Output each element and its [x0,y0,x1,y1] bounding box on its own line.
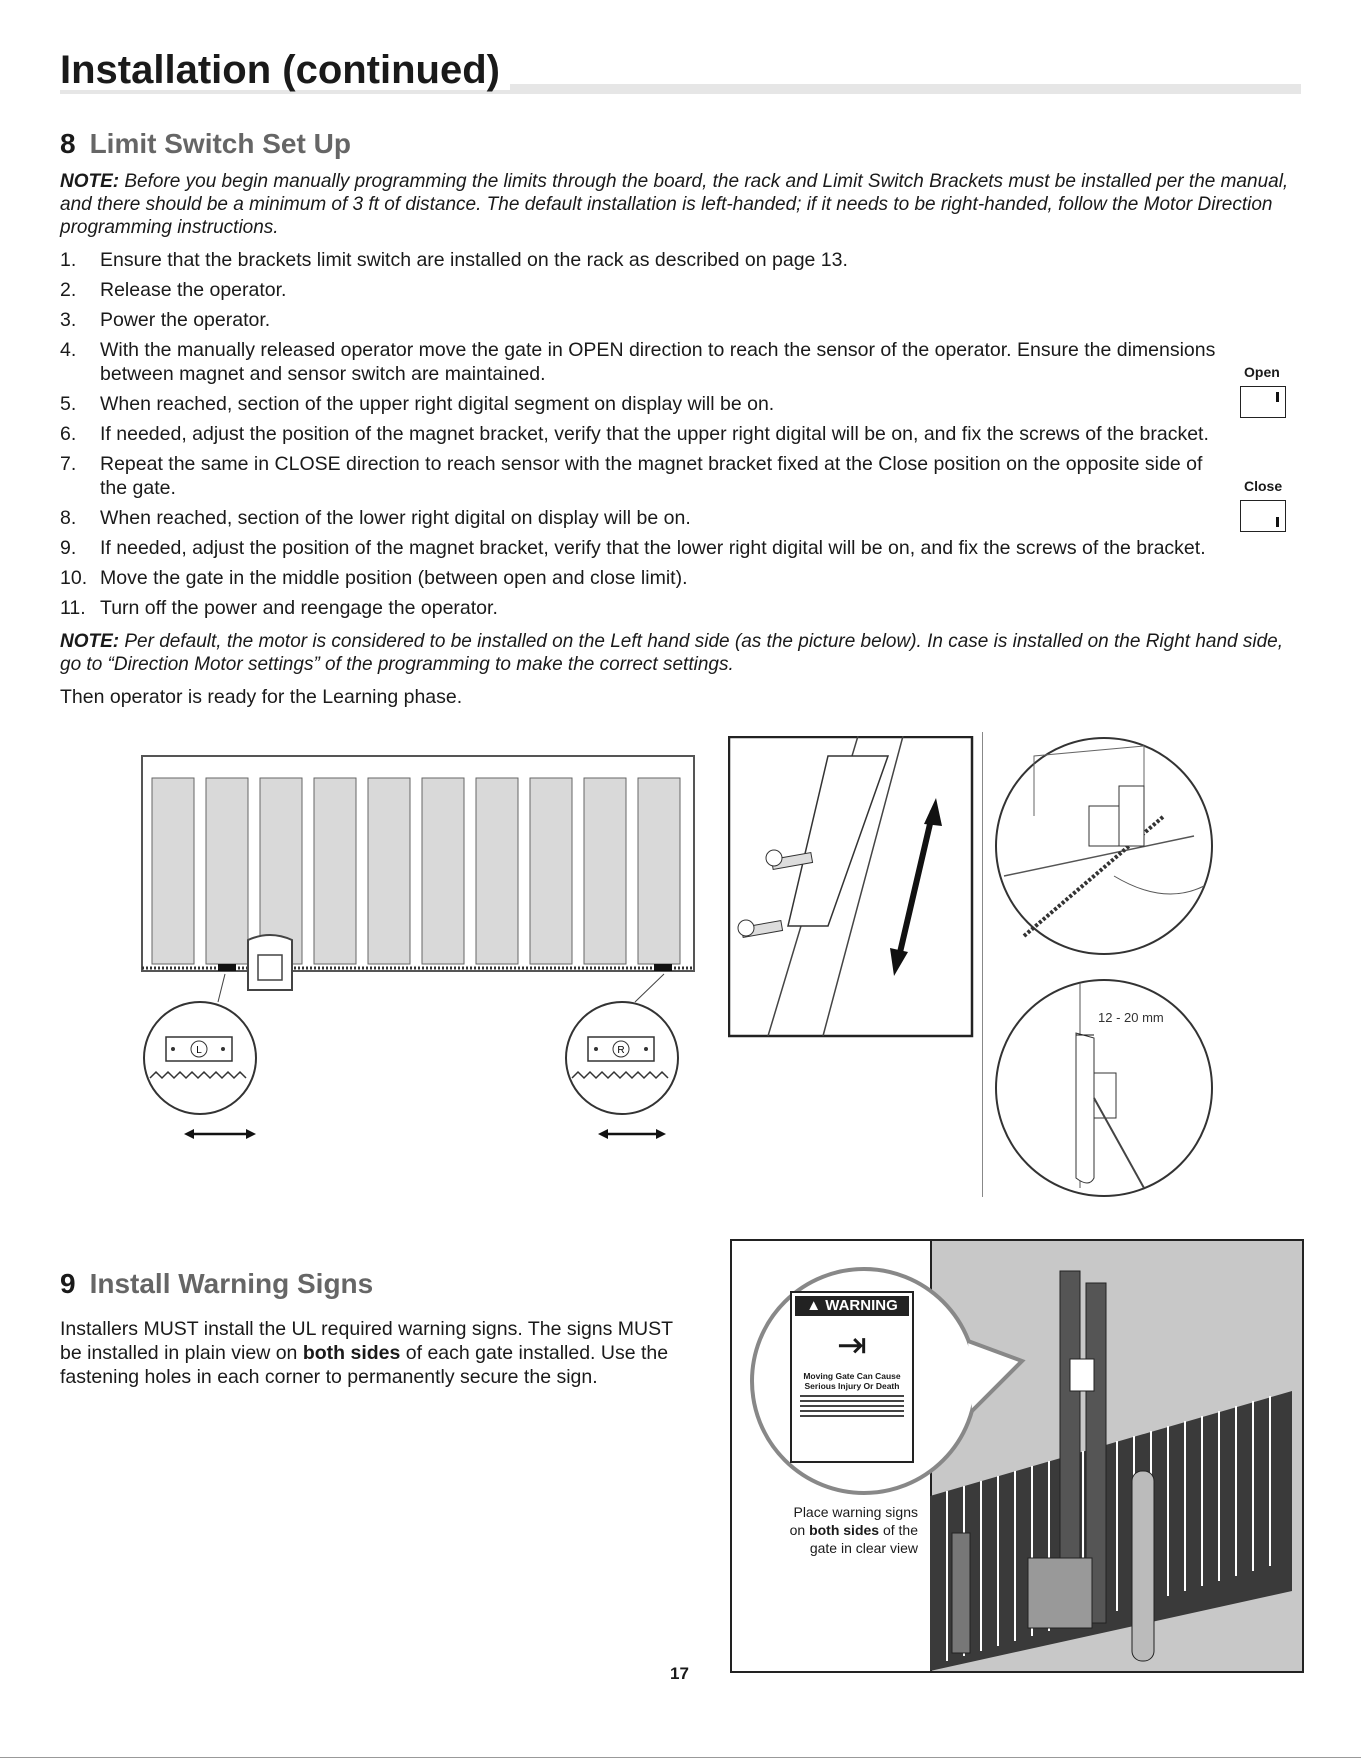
step-text: If needed, adjust the position of the magnet bracket, verify that the lower right digital will be on, and fix the screws of the bracket. [100,537,1206,559]
section-9-number: 9 [60,1268,76,1299]
step-text: If needed, adjust the position of the magnet bracket, verify that the upper right digital will be on, and fix the screws of the bracket. [100,423,1209,445]
note-label: NOTE: [60,171,120,192]
gap-label: 12 - 20 mm [1098,1010,1164,1025]
bracket-closeup-illustration [728,736,974,1038]
operator-box [1028,1558,1092,1628]
step-number: 10. [60,567,88,589]
step-text: Move the gate in the middle position (between open and close limit). [100,567,688,589]
divider-line [982,732,983,1197]
display-open-indicator [1240,386,1286,418]
right-limit-bracket [654,964,672,971]
page-number: 17 [670,1664,689,1683]
caption-line-3: gate in clear view [809,1540,918,1556]
display-open-label: Open [1244,364,1280,380]
sign-header-text: WARNING [825,1297,898,1314]
step-number: 9. [60,537,77,559]
sign-line-2: Serious Injury Or Death [804,1381,900,1391]
note-text: Before you begin manually programming the limits through the board, the rack and Limit Switch Brackets must be installed per the manual, and there should be a minimum of 3 ft of distance. The default installation is left-handed; if it needs to be right-handed, follow the Motor Direction programming instructions. [60,171,1289,238]
caption-line-2: on both sides of the [789,1522,918,1538]
display-lower-right-segment [1276,517,1279,527]
section-9-heading [60,1270,373,1298]
sign-caption [752,1503,918,1557]
closing-sentence: Then operator is ready for the Learning phase. [60,686,463,708]
step-number: 2. [60,279,77,301]
section-8-number: 8 [60,128,76,159]
para-text-1: Installers MUST install the UL required warning signs. The signs MUST be installed in plain view on [60,1318,673,1364]
step-number: 3. [60,309,77,331]
step-number: 1. [60,249,77,271]
sign-line-1: Moving Gate Can Cause [803,1371,901,1381]
display-upper-right-segment [1276,392,1279,402]
step-text: When reached, section of the upper right digital segment on display will be on. [100,393,775,415]
para-text-2: of each gate installed. Use the fastening holes in each corner to permanently secure the sign. [60,1342,669,1388]
section-9-title: Install Warning Signs [89,1268,374,1299]
step-number: 11. [60,597,86,619]
step-number: 5. [60,393,77,415]
mounted-warning-sign [1070,1359,1094,1391]
section-9-paragraph [60,1317,690,1389]
step-text: Power the operator. [100,309,271,331]
step-number: 6. [60,423,77,445]
section-8-heading [60,130,351,158]
display-close-label: Close [1244,478,1283,494]
step-text: When reached, section of the lower right digital on display will be on. [100,507,691,529]
sign-pictogram-icon: ⇥ [836,1324,868,1365]
step-text: Repeat the same in CLOSE direction to reach sensor with the magnet bracket fixed at the Close position on the opposite side of the gate. [100,453,1203,499]
step-number: 4. [60,339,77,361]
para-bold: both sides [302,1342,401,1364]
section-8-title: Limit Switch Set Up [89,128,351,159]
page-title: Installation (continued) [60,50,510,90]
section-8-note-2 [60,630,1305,676]
step-text: Ensure that the brackets limit switch are installed on the rack as described on page 13. [100,249,848,271]
step-number: 8. [60,507,77,529]
section-8-note [60,170,1305,239]
left-limit-bracket [218,964,236,971]
note2-text: Per default, the motor is considered to be installed on the Left hand side (as the picture below). In case is installed on the Right hand side, go to “Direction Motor settings” of the programming to make the correct settings. [60,631,1284,675]
left-bracket-letter: L [196,1045,202,1056]
warning-sign-scene [730,1239,1304,1673]
step-text: Turn off the power and reengage the operator. [100,597,498,619]
display-close-indicator [1240,500,1286,532]
step-text: Release the operator. [100,279,287,301]
bottom-rule [0,1757,1361,1758]
gate-limit-illustration [130,740,710,1150]
step-number: 7. [60,453,77,475]
warning-sign [790,1291,914,1463]
note2-label: NOTE: [60,631,120,652]
sign-header: ▲ WARNING [795,1296,909,1316]
caption-line-1: Place warning signs [793,1504,918,1520]
right-bracket-letter: R [617,1045,625,1056]
sensor-detail-top [994,736,1216,958]
sensor-detail-bottom [994,978,1216,1200]
step-text: With the manually released operator move the gate in OPEN direction to reach the sensor of the operator. Ensure the dimensions between magnet and sensor switch are maintained. [100,339,1216,385]
